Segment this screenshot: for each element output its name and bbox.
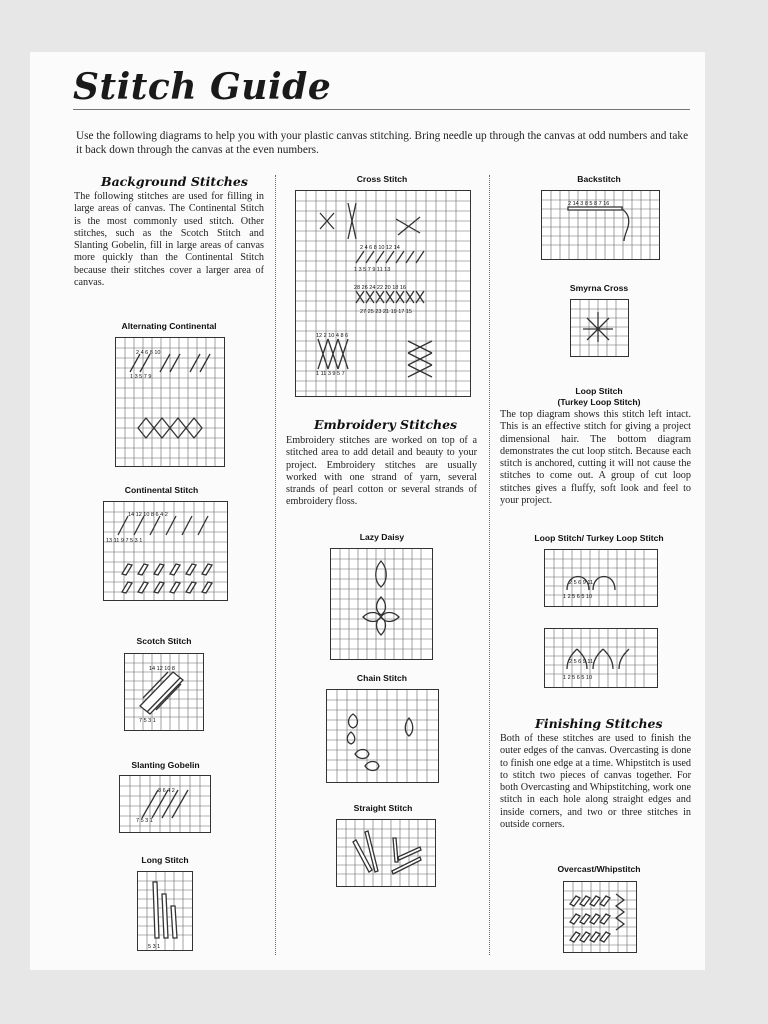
diagram-continental-stitch xyxy=(103,501,228,601)
diagram-chain-stitch xyxy=(326,689,439,783)
loop-text: The top diagram shows this stitch left intact. This is an effective stitch for giving a project dimensional hair. The bottom diagram demonstrates the cut loop stitch. Because each stitch is anchored, cutting it will not cause the stitches to come out. A group of cut loop stitches gives a fluffy, soft look and feel to your project. xyxy=(500,409,691,507)
embroidery-heading: Embroidery Stitches xyxy=(314,417,458,432)
background-heading: Background Stitches xyxy=(101,174,248,189)
column-divider-left xyxy=(275,175,276,955)
embroidery-text: Embroidery stitches are worked on top of a stitched area to add detail and beauty to your project. Embroidery stitches are usually worked with one strand of yarn, several strands of pearl cotton or several strands of embroidery floss. xyxy=(286,435,477,508)
long-bottom-numbers: 5 3 1 xyxy=(148,944,161,950)
label-slanting-gobelin: Slanting Gobelin xyxy=(131,760,200,770)
cross-row1-top: 2 4 6 8 10 12 14 xyxy=(360,245,400,251)
label-overcast-whipstitch: Overcast/Whipstitch xyxy=(557,864,641,874)
gobelin-top-numbers: 8 6 4 2 xyxy=(158,788,175,794)
page-title: Stitch Guide xyxy=(73,66,332,108)
back-top-numbers: 2 14 3 8 5 8 7 16 xyxy=(568,201,610,207)
diagram-overcast-whipstitch xyxy=(563,881,637,953)
scotch-top-numbers: 14 12 10 8 xyxy=(149,666,175,672)
background-text: The following stitches are used for filling in large areas of canvas. The Continental Stitch is the most commonly used stitch. Other stitches, such as the Scotch Stitch and Slanting Gobelin, fill in large areas of canvas more quickly than the Continental Stitch because their stitches cover a larger area of canvas. xyxy=(74,191,264,289)
loop-top-numbers: 2 5 6 9 11 xyxy=(569,580,594,586)
label-straight-stitch: Straight Stitch xyxy=(353,803,413,813)
loop2-bottom-numbers: 1 2 5 6 5 10 xyxy=(563,675,593,681)
diagram-loop-stitch-cut xyxy=(544,628,658,688)
label-lazy-daisy: Lazy Daisy xyxy=(359,532,405,542)
diagram-straight-stitch xyxy=(336,819,436,887)
label-cross-stitch: Cross Stitch xyxy=(356,174,408,184)
label-long-stitch: Long Stitch xyxy=(141,855,189,865)
cross-row2-top: 28 26 24 22 20 18 16 xyxy=(354,285,406,291)
cont-top-numbers: 14 12 10 8 6 4 2 xyxy=(128,512,168,518)
label-backstitch: Backstitch xyxy=(577,174,621,184)
title-rule xyxy=(73,109,690,110)
label-continental-stitch: Continental Stitch xyxy=(124,485,199,495)
cross-row1-bottom: 1 3 5 7 9 11 13 xyxy=(354,267,391,273)
label-alternating-continental: Alternating Continental xyxy=(121,321,217,331)
cont-bottom-numbers: 13 11 9 7 5 3 1 xyxy=(106,538,143,544)
diagram-slanting-gobelin xyxy=(119,775,211,833)
label-chain-stitch: Chain Stitch xyxy=(356,673,408,683)
finishing-heading: Finishing Stitches xyxy=(535,716,663,731)
loop-bottom-numbers: 1 2 5 6 5 10 xyxy=(563,594,593,600)
diagram-loop-stitch-intact xyxy=(544,549,658,607)
cross-row2-bottom: 27 25 23 21 19 17 15 xyxy=(360,309,412,315)
diagram-long-stitch xyxy=(137,871,193,951)
alt-bottom-numbers: 1 3 5 7 9 xyxy=(130,374,152,380)
gobelin-bottom-numbers: 7 5 3 1 xyxy=(136,818,153,824)
loop2-top-numbers: 2 5 6 9 11 xyxy=(569,659,594,665)
diagram-scotch-stitch xyxy=(124,653,204,731)
column-divider-right xyxy=(489,175,490,955)
label-scotch-stitch: Scotch Stitch xyxy=(136,636,192,646)
diagram-lazy-daisy xyxy=(330,548,433,660)
label-loop-diagram: Loop Stitch/ Turkey Loop Stitch xyxy=(534,533,664,543)
cross-row3-bottom: 1 11 3 9 5 7 xyxy=(316,371,345,377)
diagram-cross-stitch xyxy=(295,190,471,397)
finishing-text: Both of these stitches are used to finish the outer edges of the canvas. Overcasting is done to finish one edge at a time. Whipstitch is used to stitch two pieces of canvas together. For both Overcasting and Whipstitching, work one stitch in each hole along straight edges and inside corners, and two or three stitches in outside corners. xyxy=(500,733,691,831)
intro-text: Use the following diagrams to help you with your plastic canvas stitching. Bring needle up through the canvas at odd numbers and take it back down through the canvas at the even numbers. xyxy=(76,130,689,156)
cross-row3-top: 12 2 10 4 8 6 xyxy=(316,333,349,339)
diagram-alternating-continental xyxy=(115,337,225,467)
diagram-backstitch xyxy=(541,190,660,260)
alt-top-numbers: 2 4 6 8 10 xyxy=(136,350,161,356)
label-smyrna-cross: Smyrna Cross xyxy=(569,283,629,293)
loop-heading-line2: (Turkey Loop Stitch) xyxy=(557,397,641,407)
loop-heading-line1: Loop Stitch xyxy=(575,386,623,396)
diagram-smyrna-cross xyxy=(570,299,629,357)
scotch-bottom-numbers: 7 5 3 1 xyxy=(139,718,156,724)
